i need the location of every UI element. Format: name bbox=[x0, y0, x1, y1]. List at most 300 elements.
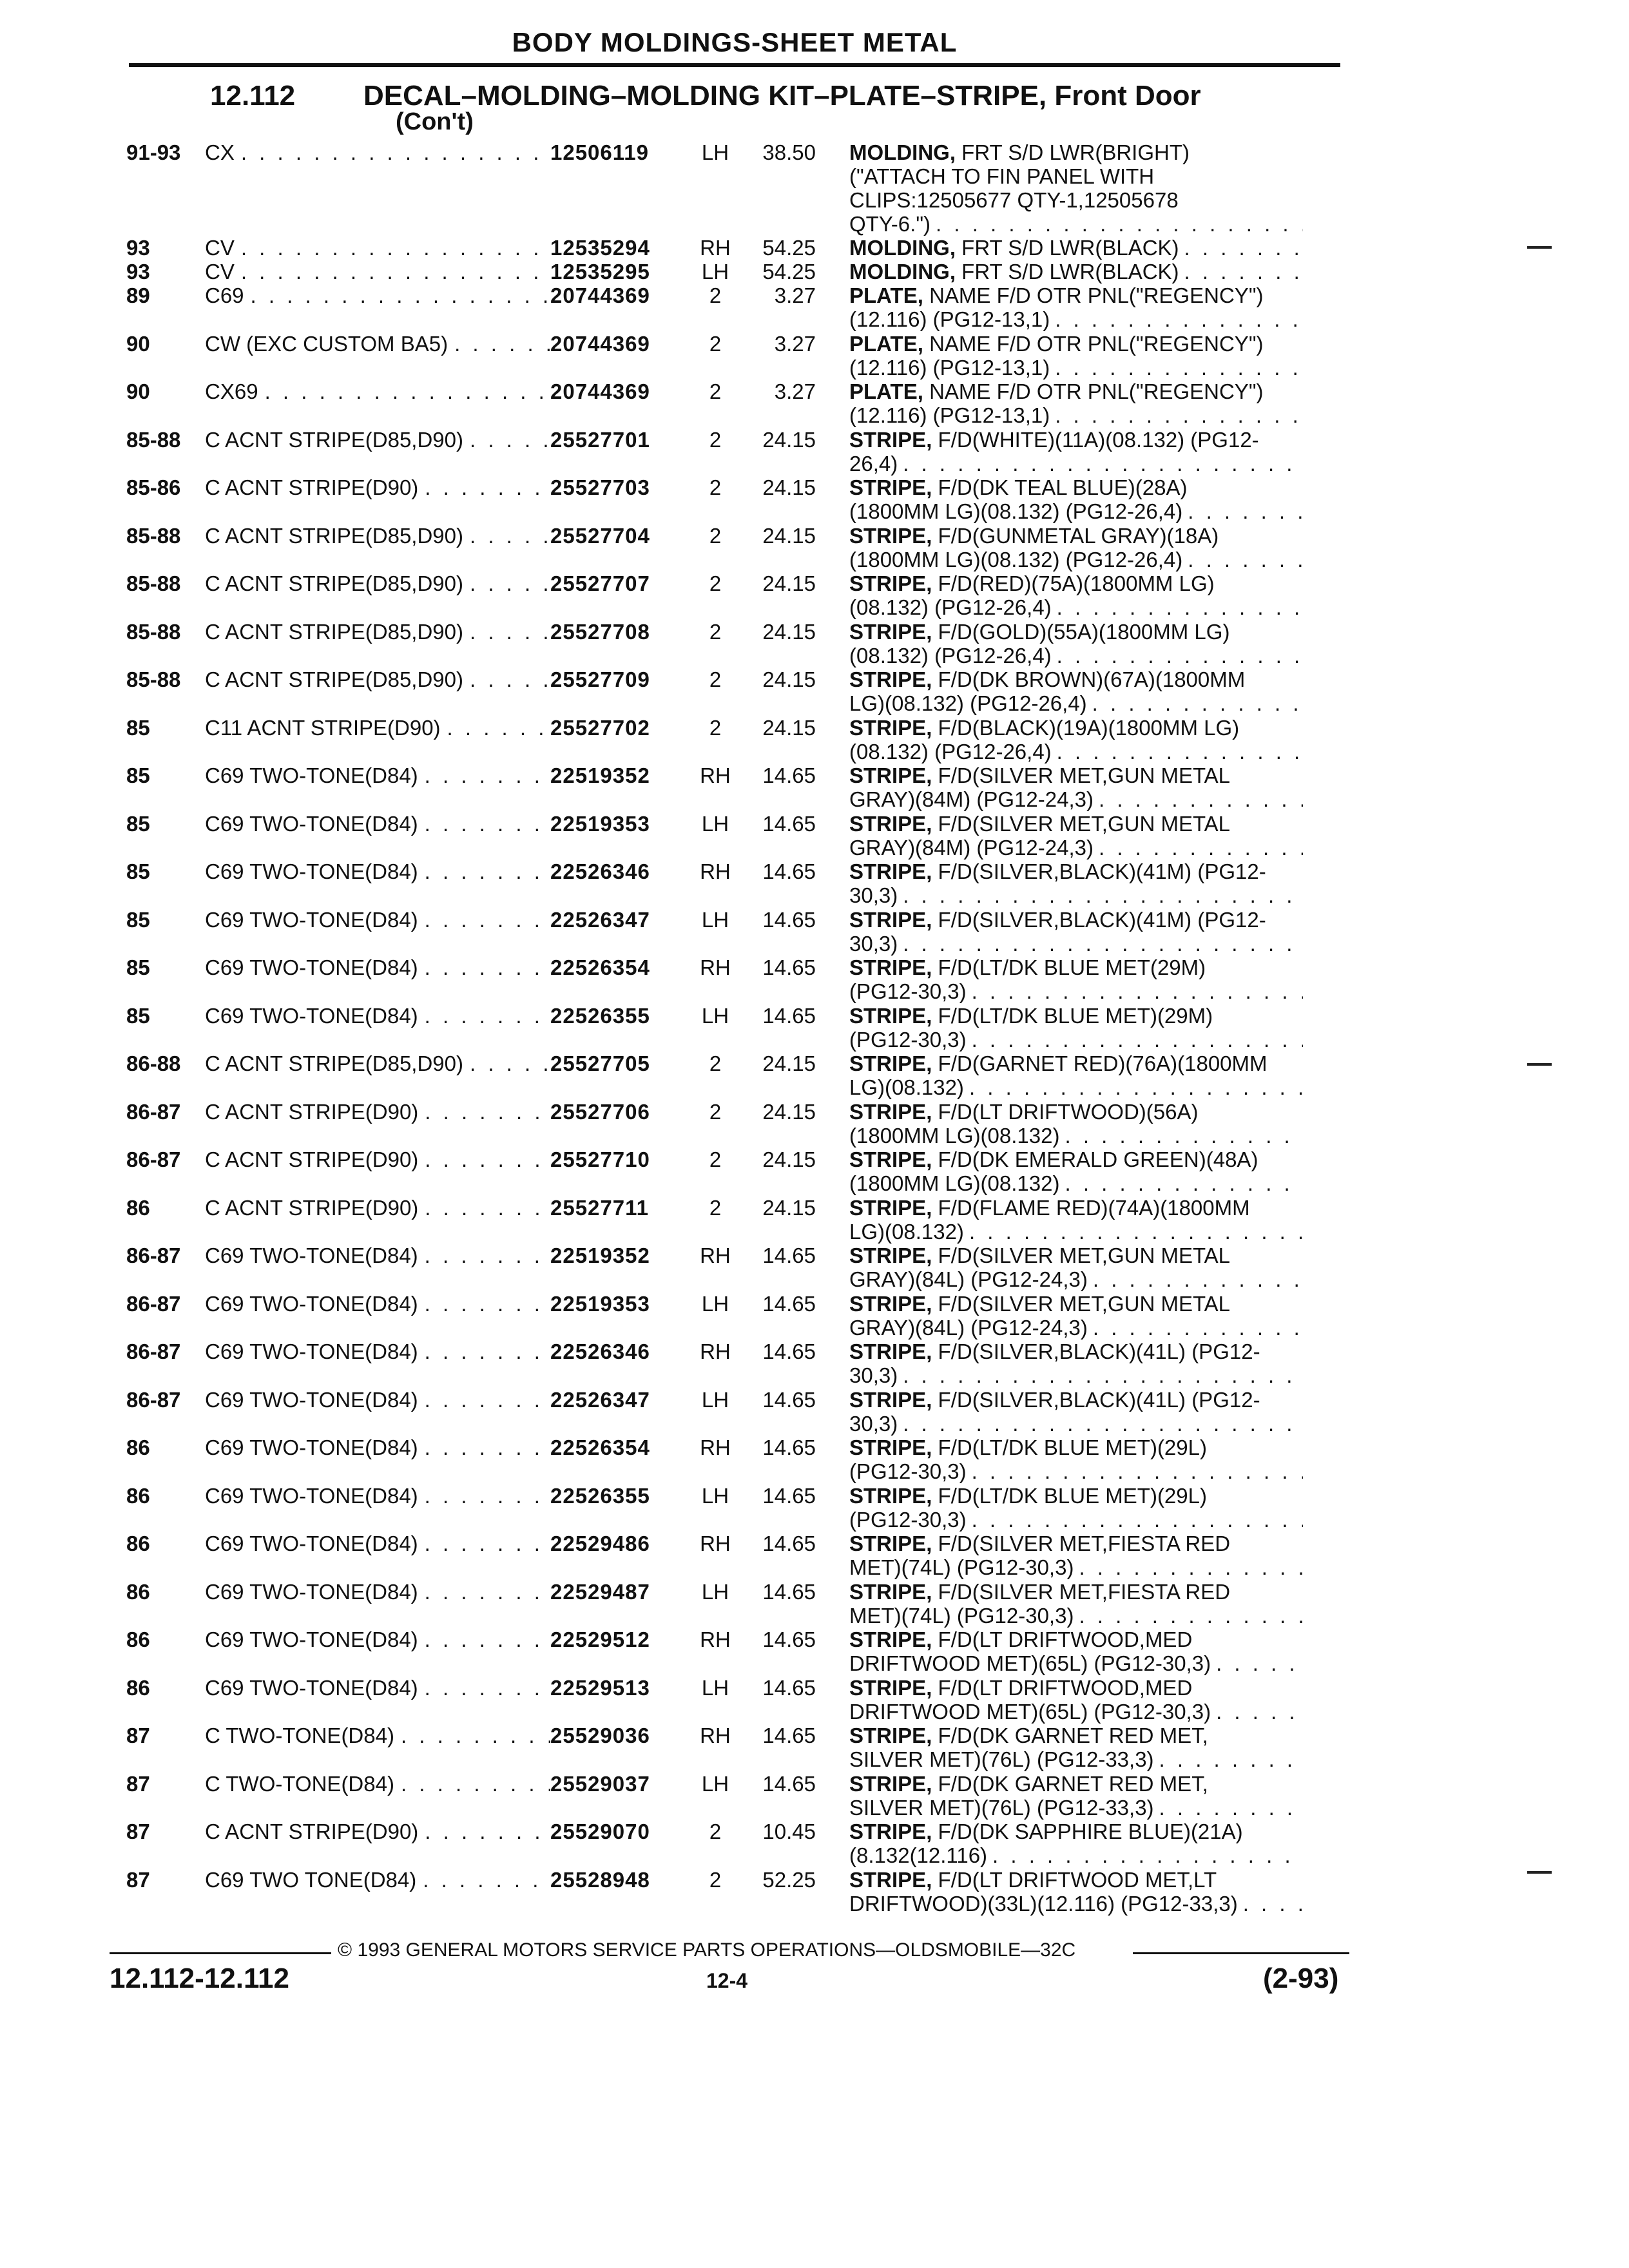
description-line bbox=[849, 1868, 1303, 1892]
description-value: NAME F/D OTR PNL("REGENCY") bbox=[929, 331, 1264, 356]
section-number: 12.112 bbox=[210, 80, 296, 111]
model-description bbox=[205, 812, 550, 836]
description-value: MET)(74L) (PG12-30,3) bbox=[849, 1555, 1074, 1579]
leader-dots bbox=[903, 883, 1303, 907]
part-number: 22526347 bbox=[550, 1387, 650, 1412]
description-text bbox=[849, 1772, 1208, 1796]
model-year: 87 bbox=[126, 1724, 150, 1747]
leader-dots bbox=[425, 1148, 550, 1171]
quantity: LH bbox=[701, 1675, 729, 1700]
price: 14.65 bbox=[762, 1291, 816, 1316]
description-keyword: PLATE, bbox=[849, 284, 923, 307]
description-text bbox=[849, 1508, 972, 1532]
model-year: 85-88 bbox=[126, 427, 181, 452]
leader-dots bbox=[1184, 236, 1303, 260]
description-line bbox=[849, 452, 1303, 476]
description-value: DRIFTWOOD)(33L)(12.116) (PG12-33,3) bbox=[849, 1891, 1238, 1916]
price: 14.65 bbox=[762, 1003, 816, 1028]
leader-dots bbox=[425, 812, 550, 836]
description-value: F/D(DK GARNET RED MET, bbox=[938, 1771, 1208, 1796]
leader-dots bbox=[425, 1820, 550, 1843]
description-text bbox=[849, 787, 1099, 811]
description-keyword: MOLDING, bbox=[849, 260, 956, 284]
parts-row bbox=[126, 380, 1345, 428]
description-line bbox=[849, 644, 1303, 668]
leader-dots bbox=[1079, 1555, 1303, 1579]
leader-dots bbox=[425, 1532, 550, 1555]
price: 14.65 bbox=[762, 1628, 816, 1651]
model-text: C69 TWO-TONE(D84) bbox=[205, 811, 418, 836]
description-text bbox=[849, 1700, 1216, 1724]
description-value: F/D(LT/DK BLUE MET)(29L) bbox=[938, 1483, 1207, 1508]
description-keyword: STRIPE, bbox=[849, 476, 932, 499]
model-text: C ACNT STRIPE(D90) bbox=[205, 476, 419, 499]
description-line bbox=[849, 1171, 1303, 1195]
model-text: C TWO-TONE(D84) bbox=[205, 1771, 394, 1796]
description-value: FRT S/D LWR(BLACK) bbox=[961, 260, 1179, 284]
description-keyword: STRIPE, bbox=[849, 1244, 932, 1267]
parts-row bbox=[126, 956, 1345, 1004]
description-keyword: STRIPE, bbox=[849, 572, 932, 595]
part-number: 12535294 bbox=[550, 236, 650, 260]
description-text bbox=[849, 1412, 903, 1436]
leader-dots bbox=[425, 1628, 550, 1651]
description-line bbox=[849, 284, 1303, 307]
description-line bbox=[849, 1363, 1303, 1387]
description-value: NAME F/D OTR PNL("REGENCY") bbox=[929, 284, 1264, 307]
part-description bbox=[849, 1724, 1303, 1771]
leader-dots bbox=[425, 1484, 550, 1508]
part-number: 22526347 bbox=[550, 907, 650, 932]
part-description bbox=[849, 1532, 1303, 1579]
leader-dots bbox=[401, 1772, 550, 1796]
quantity: LH bbox=[701, 260, 729, 284]
model-description bbox=[205, 860, 550, 883]
part-description bbox=[849, 1292, 1303, 1340]
part-number: 20744369 bbox=[550, 380, 650, 403]
leader-dots bbox=[425, 1100, 550, 1124]
part-description bbox=[849, 284, 1303, 331]
leader-dots bbox=[903, 1412, 1303, 1436]
model-description bbox=[205, 908, 550, 932]
model-year: 91-93 bbox=[126, 140, 181, 164]
part-number: 25527701 bbox=[550, 427, 650, 452]
description-line bbox=[849, 883, 1303, 907]
model-description bbox=[205, 668, 550, 691]
leader-dots bbox=[425, 1196, 550, 1220]
description-value: QTY-6.") bbox=[849, 212, 931, 236]
model-text: C69 TWO-TONE(D84) bbox=[205, 1003, 418, 1028]
description-line bbox=[849, 1508, 1303, 1532]
quantity: 2 bbox=[709, 1148, 722, 1171]
part-number: 22529486 bbox=[550, 1532, 650, 1555]
description-keyword: STRIPE, bbox=[849, 1052, 932, 1075]
leader-dots bbox=[972, 1028, 1303, 1052]
leader-dots bbox=[1079, 1604, 1303, 1628]
model-description bbox=[205, 1580, 550, 1604]
description-line bbox=[849, 188, 1303, 212]
quantity: RH bbox=[700, 860, 731, 883]
footer-rule-right bbox=[1133, 1952, 1349, 1954]
description-keyword: STRIPE, bbox=[849, 427, 932, 452]
description-keyword: MOLDING, bbox=[849, 236, 956, 260]
parts-row bbox=[126, 1244, 1345, 1292]
description-text bbox=[849, 548, 1188, 572]
model-text: C ACNT STRIPE(D90) bbox=[205, 1820, 419, 1843]
leader-dots bbox=[1184, 260, 1303, 284]
model-text: C69 TWO-TONE(D84) bbox=[205, 1628, 418, 1651]
leader-dots bbox=[251, 284, 550, 307]
leader-dots bbox=[1065, 1171, 1303, 1195]
description-value: F/D(LT/DK BLUE MET(29M) bbox=[938, 956, 1206, 979]
footer-section-range: 12.112-12.112 bbox=[110, 1963, 289, 1994]
description-value: F/D(DK GARNET RED MET, bbox=[938, 1724, 1208, 1747]
description-line bbox=[849, 1724, 1303, 1747]
parts-row bbox=[126, 1388, 1345, 1436]
leader-dots bbox=[1243, 1892, 1303, 1916]
model-year: 93 bbox=[126, 260, 150, 284]
description-value: DRIFTWOOD MET)(65L) (PG12-30,3) bbox=[849, 1651, 1211, 1675]
model-text: CV bbox=[205, 236, 235, 260]
parts-row bbox=[126, 1004, 1345, 1052]
description-value: CLIPS:12505677 QTY-1,12505678 bbox=[849, 188, 1179, 212]
model-year: 86-87 bbox=[126, 1291, 181, 1316]
model-description bbox=[205, 284, 550, 307]
description-value: F/D(LT DRIFTWOOD,MED bbox=[938, 1675, 1193, 1700]
model-text: C69 TWO-TONE(D84) bbox=[205, 1387, 418, 1412]
part-description bbox=[849, 428, 1303, 476]
leader-dots bbox=[1216, 1700, 1303, 1724]
description-text bbox=[849, 1220, 969, 1244]
description-value: ("ATTACH TO FIN PANEL WITH bbox=[849, 164, 1155, 188]
description-text bbox=[849, 164, 1154, 188]
quantity: LH bbox=[701, 1771, 729, 1796]
price: 54.25 bbox=[762, 236, 816, 260]
description-text bbox=[849, 1459, 972, 1483]
description-line bbox=[849, 332, 1303, 356]
description-line bbox=[849, 1412, 1303, 1436]
model-text: C ACNT STRIPE(D90) bbox=[205, 1148, 419, 1171]
description-value: 30,3) bbox=[849, 1411, 898, 1436]
leader-dots bbox=[1093, 1267, 1303, 1291]
description-text bbox=[849, 1868, 1217, 1892]
description-text bbox=[849, 452, 903, 476]
model-text: C69 TWO-TONE(D84) bbox=[205, 1675, 418, 1700]
description-value: F/D(WHITE)(11A)(08.132) (PG12- bbox=[938, 427, 1259, 452]
part-description bbox=[849, 1388, 1303, 1436]
quantity: 2 bbox=[709, 380, 722, 403]
price: 24.15 bbox=[762, 476, 816, 499]
leader-dots bbox=[1093, 1316, 1303, 1340]
model-description bbox=[205, 1436, 550, 1459]
quantity: 2 bbox=[709, 572, 722, 595]
parts-row bbox=[126, 332, 1345, 380]
description-line bbox=[849, 620, 1303, 644]
description-keyword: MOLDING, bbox=[849, 140, 956, 164]
quantity: LH bbox=[701, 811, 729, 836]
description-text bbox=[849, 1604, 1079, 1628]
description-value: F/D(RED)(75A)(1800MM LG) bbox=[938, 572, 1215, 595]
leader-dots bbox=[1065, 1124, 1303, 1148]
part-number: 25529037 bbox=[550, 1771, 650, 1796]
description-line bbox=[849, 1820, 1303, 1843]
model-text: C69 TWO-TONE(D84) bbox=[205, 907, 418, 932]
description-text bbox=[849, 1820, 1243, 1843]
model-text: C69 TWO-TONE(D84) bbox=[205, 1244, 418, 1267]
price: 24.15 bbox=[762, 619, 816, 644]
description-text bbox=[849, 1171, 1065, 1195]
description-text bbox=[849, 836, 1099, 860]
price: 24.15 bbox=[762, 523, 816, 548]
part-description bbox=[849, 1628, 1303, 1675]
part-number: 25528948 bbox=[550, 1867, 650, 1892]
parts-row bbox=[126, 524, 1345, 572]
description-line bbox=[849, 668, 1303, 691]
model-description bbox=[205, 236, 550, 260]
leader-dots bbox=[1159, 1747, 1303, 1771]
quantity: 2 bbox=[709, 1099, 722, 1124]
description-text bbox=[849, 1292, 1230, 1316]
description-text bbox=[849, 956, 1206, 979]
leader-dots bbox=[1159, 1796, 1303, 1820]
model-text: C69 TWO-TONE(D84) bbox=[205, 764, 418, 787]
description-value: GRAY)(84L) (PG12-24,3) bbox=[849, 1315, 1088, 1340]
description-keyword: STRIPE, bbox=[849, 1532, 932, 1555]
parts-row bbox=[126, 860, 1345, 908]
leader-dots bbox=[401, 1724, 550, 1747]
leader-dots bbox=[425, 956, 550, 979]
part-number: 22519353 bbox=[550, 1291, 650, 1316]
description-line bbox=[849, 524, 1303, 548]
part-description bbox=[849, 1676, 1303, 1724]
page-header: BODY MOLDINGS-SHEET METAL bbox=[512, 27, 958, 57]
price: 14.65 bbox=[762, 1387, 816, 1412]
description-line bbox=[849, 1075, 1303, 1099]
price: 14.65 bbox=[762, 1244, 816, 1267]
parts-row bbox=[126, 1484, 1345, 1532]
model-description bbox=[205, 1724, 550, 1747]
margin-mark bbox=[1527, 246, 1552, 249]
description-line bbox=[849, 740, 1303, 764]
description-keyword: STRIPE, bbox=[849, 811, 932, 836]
section-continued: (Con't) bbox=[396, 108, 474, 135]
description-text bbox=[849, 932, 903, 956]
quantity: 2 bbox=[709, 476, 722, 499]
description-keyword: STRIPE, bbox=[849, 1003, 932, 1028]
parts-row bbox=[126, 1052, 1345, 1100]
description-line bbox=[849, 787, 1303, 811]
leader-dots bbox=[1099, 836, 1303, 860]
part-number: 25527708 bbox=[550, 619, 650, 644]
description-text bbox=[849, 428, 1259, 452]
parts-row bbox=[126, 716, 1345, 764]
parts-row bbox=[126, 1100, 1345, 1148]
description-line bbox=[849, 476, 1303, 499]
price: 24.15 bbox=[762, 1052, 816, 1075]
leader-dots bbox=[425, 1388, 550, 1412]
description-line bbox=[849, 1459, 1303, 1483]
description-value: FRT S/D LWR(BLACK) bbox=[961, 236, 1179, 260]
description-value: F/D(SILVER MET,GUN METAL bbox=[938, 764, 1231, 787]
leader-dots bbox=[1188, 499, 1303, 523]
description-line bbox=[849, 812, 1303, 836]
model-year: 90 bbox=[126, 380, 150, 403]
description-keyword: STRIPE, bbox=[849, 1628, 932, 1651]
part-description bbox=[849, 1244, 1303, 1291]
model-text: C69 TWO-TONE(D84) bbox=[205, 1291, 418, 1316]
price: 14.65 bbox=[762, 1340, 816, 1363]
part-description bbox=[849, 908, 1303, 956]
description-text bbox=[849, 979, 972, 1003]
part-description bbox=[849, 1772, 1303, 1820]
model-description bbox=[205, 1484, 550, 1508]
parts-row bbox=[126, 1292, 1345, 1340]
description-value: F/D(FLAME RED)(74A)(1800MM bbox=[938, 1195, 1250, 1220]
part-number: 25527706 bbox=[550, 1099, 650, 1124]
description-value: SILVER MET)(76L) (PG12-33,3) bbox=[849, 1747, 1154, 1771]
description-text bbox=[849, 740, 1057, 764]
description-value: F/D(GARNET RED)(76A)(1800MM bbox=[938, 1052, 1268, 1075]
description-line bbox=[849, 764, 1303, 787]
model-year: 86 bbox=[126, 1532, 150, 1555]
part-description bbox=[849, 524, 1303, 572]
description-text bbox=[849, 1892, 1243, 1916]
part-description bbox=[849, 1484, 1303, 1532]
description-value: GRAY)(84M) (PG12-24,3) bbox=[849, 787, 1094, 811]
footer-page-number: 12-4 bbox=[706, 1969, 748, 1992]
parts-list bbox=[126, 140, 1345, 1916]
model-year: 93 bbox=[126, 236, 150, 260]
model-text: C ACNT STRIPE(D85,D90) bbox=[205, 572, 463, 595]
price: 14.65 bbox=[762, 1579, 816, 1604]
description-value: F/D(SILVER,BLACK)(41L) (PG12- bbox=[938, 1387, 1260, 1412]
description-value: (8.132(12.116) bbox=[849, 1843, 988, 1867]
description-value: F/D(BLACK)(19A)(1800MM LG) bbox=[938, 715, 1240, 740]
model-description bbox=[205, 1196, 550, 1220]
description-line bbox=[849, 860, 1303, 883]
part-number: 25527709 bbox=[550, 668, 650, 691]
description-text bbox=[849, 1555, 1079, 1579]
part-number: 25527711 bbox=[550, 1195, 650, 1220]
description-value: (12.116) (PG12-13,1) bbox=[849, 403, 1050, 427]
description-line bbox=[849, 1196, 1303, 1220]
description-line bbox=[849, 1340, 1303, 1363]
model-text: C ACNT STRIPE(D85,D90) bbox=[205, 523, 463, 548]
model-text: C69 TWO-TONE(D84) bbox=[205, 1532, 418, 1555]
model-description bbox=[205, 572, 550, 595]
description-text bbox=[849, 1388, 1260, 1412]
description-value: LG)(08.132) bbox=[849, 1075, 964, 1099]
description-text bbox=[849, 1244, 1230, 1267]
model-year: 86 bbox=[126, 1195, 150, 1220]
part-number: 20744369 bbox=[550, 331, 650, 356]
leader-dots bbox=[903, 452, 1303, 476]
part-description bbox=[849, 260, 1303, 284]
part-number: 20744369 bbox=[550, 284, 650, 307]
parts-row bbox=[126, 428, 1345, 476]
description-line bbox=[849, 1388, 1303, 1412]
description-value: (1800MM LG)(08.132) (PG12-26,4) bbox=[849, 547, 1183, 572]
description-line bbox=[849, 716, 1303, 740]
description-value: (1800MM LG)(08.132) bbox=[849, 1171, 1060, 1195]
leader-dots bbox=[454, 332, 550, 356]
parts-row bbox=[126, 764, 1345, 812]
leader-dots bbox=[1099, 787, 1303, 811]
description-value: F/D(LT/DK BLUE MET)(29L) bbox=[938, 1436, 1207, 1459]
part-description bbox=[849, 1868, 1303, 1916]
quantity: 2 bbox=[709, 523, 722, 548]
description-line bbox=[849, 1651, 1303, 1675]
part-number: 12535295 bbox=[550, 260, 650, 284]
parts-row bbox=[126, 1196, 1345, 1244]
quantity: LH bbox=[701, 1483, 729, 1508]
model-description bbox=[205, 380, 550, 403]
price: 14.65 bbox=[762, 811, 816, 836]
description-value: (PG12-30,3) bbox=[849, 1507, 967, 1532]
part-number: 22529512 bbox=[550, 1628, 650, 1651]
leader-dots bbox=[1057, 740, 1303, 764]
price: 10.45 bbox=[762, 1820, 816, 1843]
model-description bbox=[205, 1052, 550, 1075]
description-text bbox=[849, 1724, 1208, 1747]
leader-dots bbox=[1188, 548, 1303, 572]
model-description bbox=[205, 1100, 550, 1124]
model-year: 85 bbox=[126, 956, 150, 979]
model-text: C ACNT STRIPE(D85,D90) bbox=[205, 619, 463, 644]
model-description bbox=[205, 716, 550, 740]
leader-dots bbox=[972, 979, 1303, 1003]
quantity: 2 bbox=[709, 1820, 722, 1843]
part-number: 22526355 bbox=[550, 1483, 650, 1508]
description-text bbox=[849, 620, 1229, 644]
description-keyword: STRIPE, bbox=[849, 956, 932, 979]
description-value: 26,4) bbox=[849, 451, 898, 476]
price: 24.15 bbox=[762, 1148, 816, 1171]
description-value: DRIFTWOOD MET)(65L) (PG12-30,3) bbox=[849, 1699, 1211, 1724]
description-value: F/D(LT/DK BLUE MET)(29M) bbox=[938, 1003, 1213, 1028]
leader-dots bbox=[265, 380, 550, 403]
model-description bbox=[205, 1676, 550, 1700]
description-line bbox=[849, 260, 1303, 284]
price: 52.25 bbox=[762, 1867, 816, 1892]
leader-dots bbox=[992, 1843, 1303, 1867]
description-line bbox=[849, 1532, 1303, 1555]
description-text bbox=[849, 1148, 1258, 1171]
description-value: MET)(74L) (PG12-30,3) bbox=[849, 1603, 1074, 1628]
description-value: FRT S/D LWR(BRIGHT) bbox=[961, 140, 1190, 164]
price: 3.27 bbox=[774, 331, 816, 356]
part-number: 22526354 bbox=[550, 1436, 650, 1459]
leader-dots bbox=[969, 1220, 1303, 1244]
leader-dots bbox=[470, 1052, 550, 1075]
model-year: 86-87 bbox=[126, 1099, 181, 1124]
description-value: GRAY)(84L) (PG12-24,3) bbox=[849, 1267, 1088, 1291]
description-line bbox=[849, 1100, 1303, 1124]
part-number: 22526346 bbox=[550, 1340, 650, 1363]
parts-row bbox=[126, 1676, 1345, 1724]
price: 24.15 bbox=[762, 668, 816, 691]
model-text: CX69 bbox=[205, 380, 258, 403]
part-description bbox=[849, 1100, 1303, 1148]
description-keyword: STRIPE, bbox=[849, 1195, 932, 1220]
model-year: 85 bbox=[126, 811, 150, 836]
description-keyword: STRIPE, bbox=[849, 715, 932, 740]
model-description bbox=[205, 764, 550, 787]
model-text: C69 TWO-TONE(D84) bbox=[205, 1340, 418, 1363]
quantity: RH bbox=[700, 764, 731, 787]
description-value: F/D(SILVER MET,FIESTA RED bbox=[938, 1579, 1231, 1604]
model-year: 86-87 bbox=[126, 1340, 181, 1363]
